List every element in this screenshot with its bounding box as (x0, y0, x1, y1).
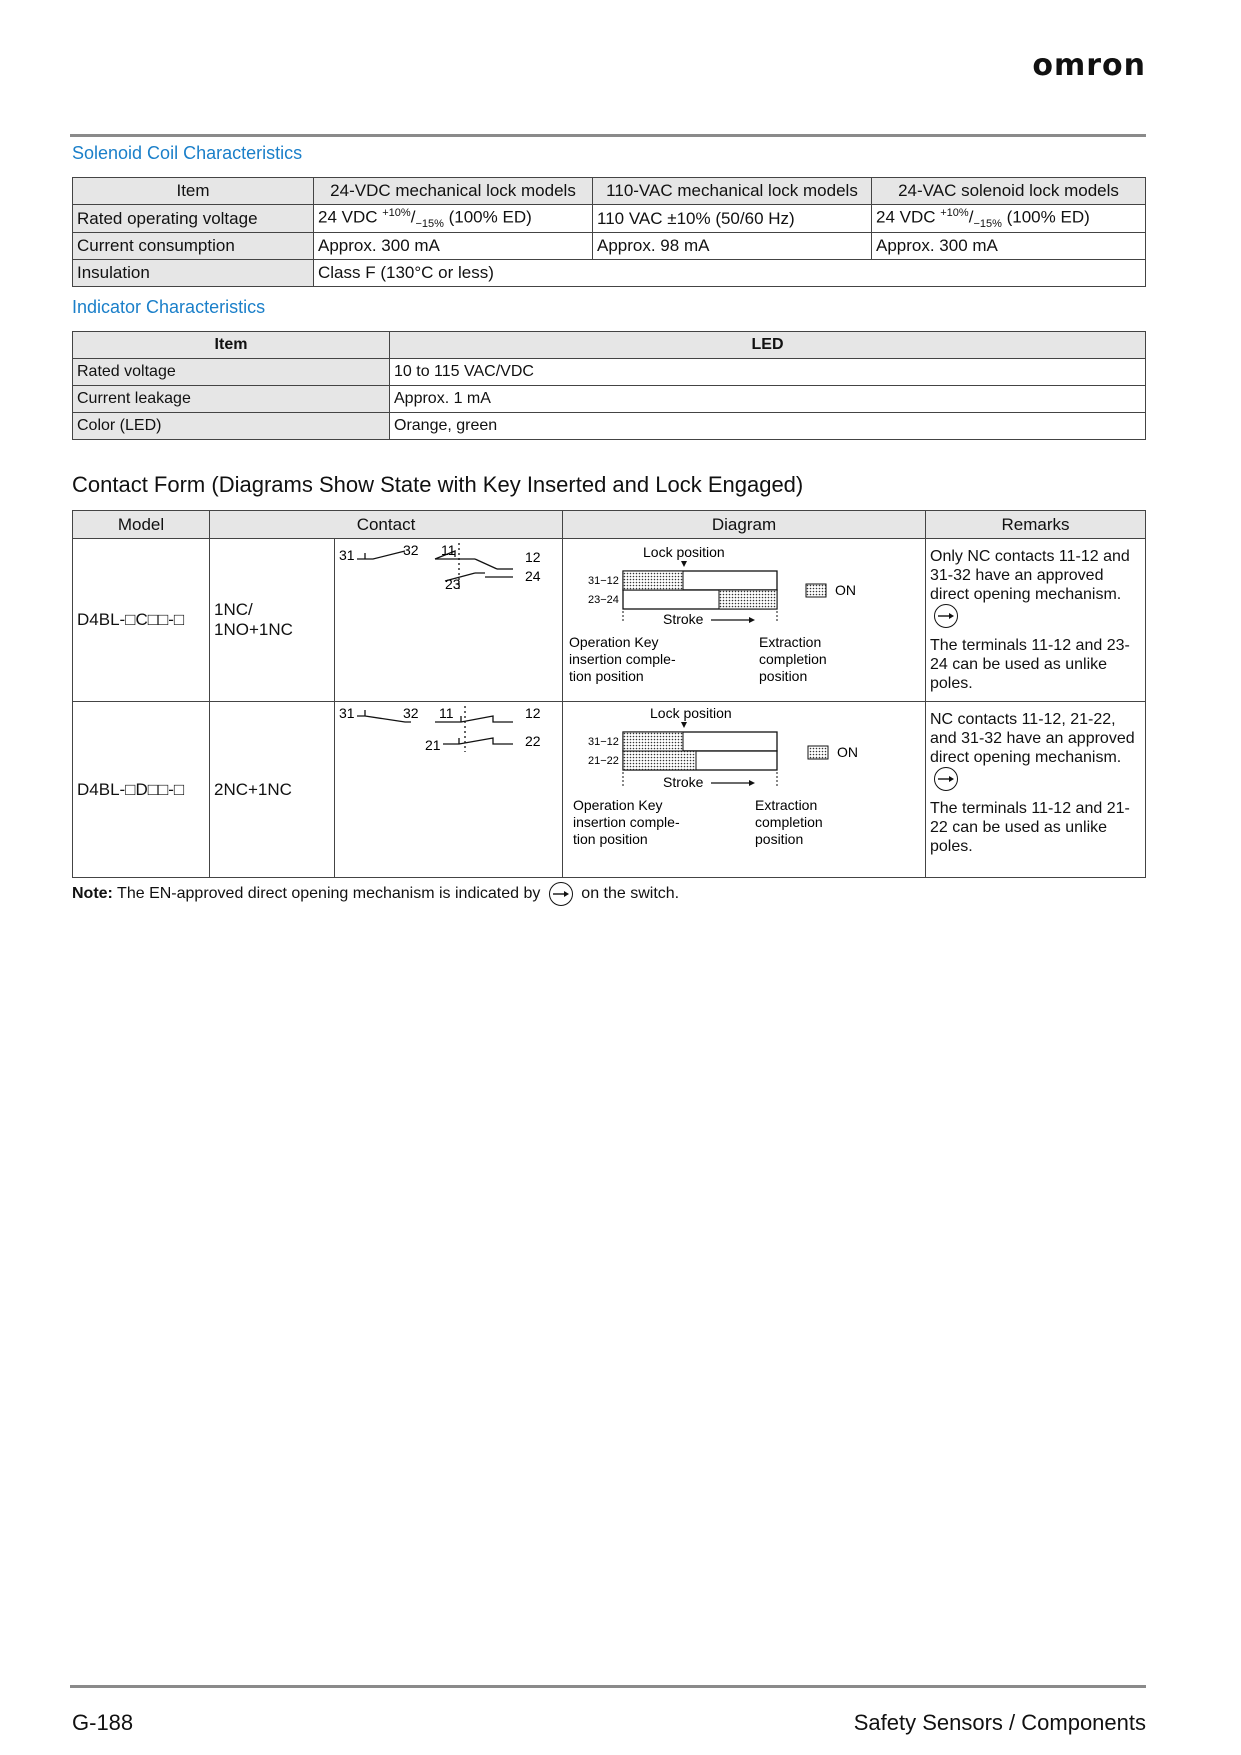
operating-diagram-cell (563, 539, 926, 702)
extraction-position-label: Extraction completion position (755, 797, 823, 847)
terminal-12: 12 (525, 705, 541, 721)
row-label: Rated operating voltage (73, 205, 314, 233)
table-row (73, 233, 1146, 260)
row-31-12-label: 31−12 (588, 575, 619, 587)
table-cell: Approx. 300 mA (872, 233, 1146, 260)
terminal-11: 11 (439, 705, 454, 721)
row-label: Current consumption (73, 233, 314, 260)
terminal-12: 12 (525, 549, 541, 565)
terminal-23: 23 (445, 576, 461, 592)
indicator-header-item: Item (73, 332, 390, 359)
cf-header-remarks: Remarks (926, 511, 1146, 539)
contact-type-cell: 1NC/ 1NO+1NC (210, 539, 335, 702)
cf-header-diagram: Diagram (563, 511, 926, 539)
table-row (73, 205, 1146, 233)
solenoid-section-title: Solenoid Coil Characteristics (72, 143, 303, 163)
omron-logo: omron (1032, 48, 1146, 83)
insertion-position-label: Operation Key insertion comple-tion position (573, 797, 680, 847)
extraction-position-label: Extraction completion position (759, 634, 827, 684)
indicator-section-title: Indicator Characteristics (72, 297, 266, 317)
remarks-cell (926, 702, 1146, 878)
remark-direct-opening: Only NC contacts 11-12 and 31-32 have an approved direct opening mechanism. (930, 547, 1141, 628)
on-legend-label: ON (837, 744, 858, 760)
header-rule (70, 134, 1146, 137)
contact-symbol-cell (335, 539, 563, 702)
terminal-21: 21 (425, 737, 441, 753)
operating-diagram (563, 702, 925, 872)
remark-direct-opening: NC contacts 11-12, 21-22, and 31-32 have an approved direct opening mechanism. (930, 710, 1141, 791)
table-cell: Orange, green (390, 413, 1146, 440)
contact-symbol-diagram (335, 539, 561, 689)
table-cell: Approx. 98 mA (593, 233, 872, 260)
note-text: The EN-approved direct opening mechanism is indicated by (112, 885, 541, 903)
row-31-12-label: 31−12 (588, 736, 619, 748)
row-23-24-label: 23−24 (588, 594, 619, 606)
on-legend-label: ON (835, 582, 856, 598)
remark-unlike-poles: The terminals 11-12 and 21-22 can be used as unlike poles. (930, 800, 1130, 855)
solenoid-table (72, 177, 1146, 287)
terminal-24: 24 (525, 568, 541, 584)
note-line (72, 882, 679, 906)
lock-position-label: Lock position (650, 705, 732, 721)
terminal-31: 31 (339, 705, 355, 721)
note-text-end: on the switch. (581, 885, 680, 903)
table-row (73, 359, 1146, 386)
indicator-header-led: LED (390, 332, 1146, 359)
operating-diagram-cell (563, 702, 926, 878)
stroke-label: Stroke (663, 774, 704, 790)
table-row (73, 702, 1146, 878)
terminal-22: 22 (525, 733, 541, 749)
terminal-11: 11 (441, 542, 456, 558)
table-cell: Class F (130°C or less) (314, 260, 1146, 287)
remark-unlike-poles: The terminals 11-12 and 23-24 can be used as unlike poles. (930, 637, 1130, 692)
model-cell: D4BL-□D□□-□ (73, 702, 210, 878)
table-cell: Approx. 300 mA (314, 233, 593, 260)
solenoid-header-110vac: 110-VAC mechanical lock models (593, 178, 872, 205)
table-row (73, 539, 1146, 702)
indicator-table (72, 331, 1146, 440)
table-row (73, 386, 1146, 413)
table-cell: Approx. 1 mA (390, 386, 1146, 413)
footer-section: Safety Sensors / Components (853, 1710, 1146, 1735)
contact-symbol-cell (335, 702, 563, 878)
row-label: Current leakage (73, 386, 390, 413)
direct-opening-mark-icon (549, 882, 573, 906)
direct-opening-mark-icon (934, 604, 958, 628)
solenoid-header-24vac: 24-VAC solenoid lock models (872, 178, 1146, 205)
row-label: Rated voltage (73, 359, 390, 386)
table-cell: 10 to 115 VAC/VDC (390, 359, 1146, 386)
terminal-31: 31 (339, 547, 355, 563)
table-row (73, 413, 1146, 440)
terminal-32: 32 (403, 705, 419, 721)
table-row (73, 260, 1146, 287)
footer-rule (70, 1685, 1146, 1688)
model-cell: D4BL-□C□□-□ (73, 539, 210, 702)
rated-voltage-24vdc: 24 VDC $^{+10\%}/_{-15\%}$ (100% ED) (314, 205, 593, 233)
rated-voltage-24vac: 24 VDC $^{+10\%}/_{-15\%}$ (100% ED) (872, 205, 1146, 233)
note-label: Note: (72, 885, 113, 903)
row-label: Color (LED) (73, 413, 390, 440)
contact-symbol-diagram (335, 702, 561, 862)
row-21-22-label: 21−22 (588, 755, 619, 767)
contact-form-table (72, 510, 1146, 878)
rated-voltage-110vac: 110 VAC ±10% (50/60 Hz) (593, 205, 872, 233)
row-label: Insulation (73, 260, 314, 287)
stroke-label: Stroke (663, 611, 704, 627)
cf-header-model: Model (73, 511, 210, 539)
remarks-cell (926, 539, 1146, 702)
operating-diagram (563, 539, 925, 691)
cf-header-contact: Contact (210, 511, 563, 539)
terminal-32: 32 (403, 542, 419, 558)
lock-position-label: Lock position (643, 544, 725, 560)
solenoid-header-24vdc: 24-VDC mechanical lock models (314, 178, 593, 205)
direct-opening-mark-icon (934, 767, 958, 791)
page-number: G-188 (72, 1710, 134, 1735)
contact-type-cell: 2NC+1NC (210, 702, 335, 878)
solenoid-header-item: Item (73, 178, 314, 205)
insertion-position-label: Operation Key insertion comple-tion position (569, 634, 676, 684)
contact-form-title: Contact Form (Diagrams Show State with Key Inserted and Lock Engaged) (72, 472, 804, 497)
